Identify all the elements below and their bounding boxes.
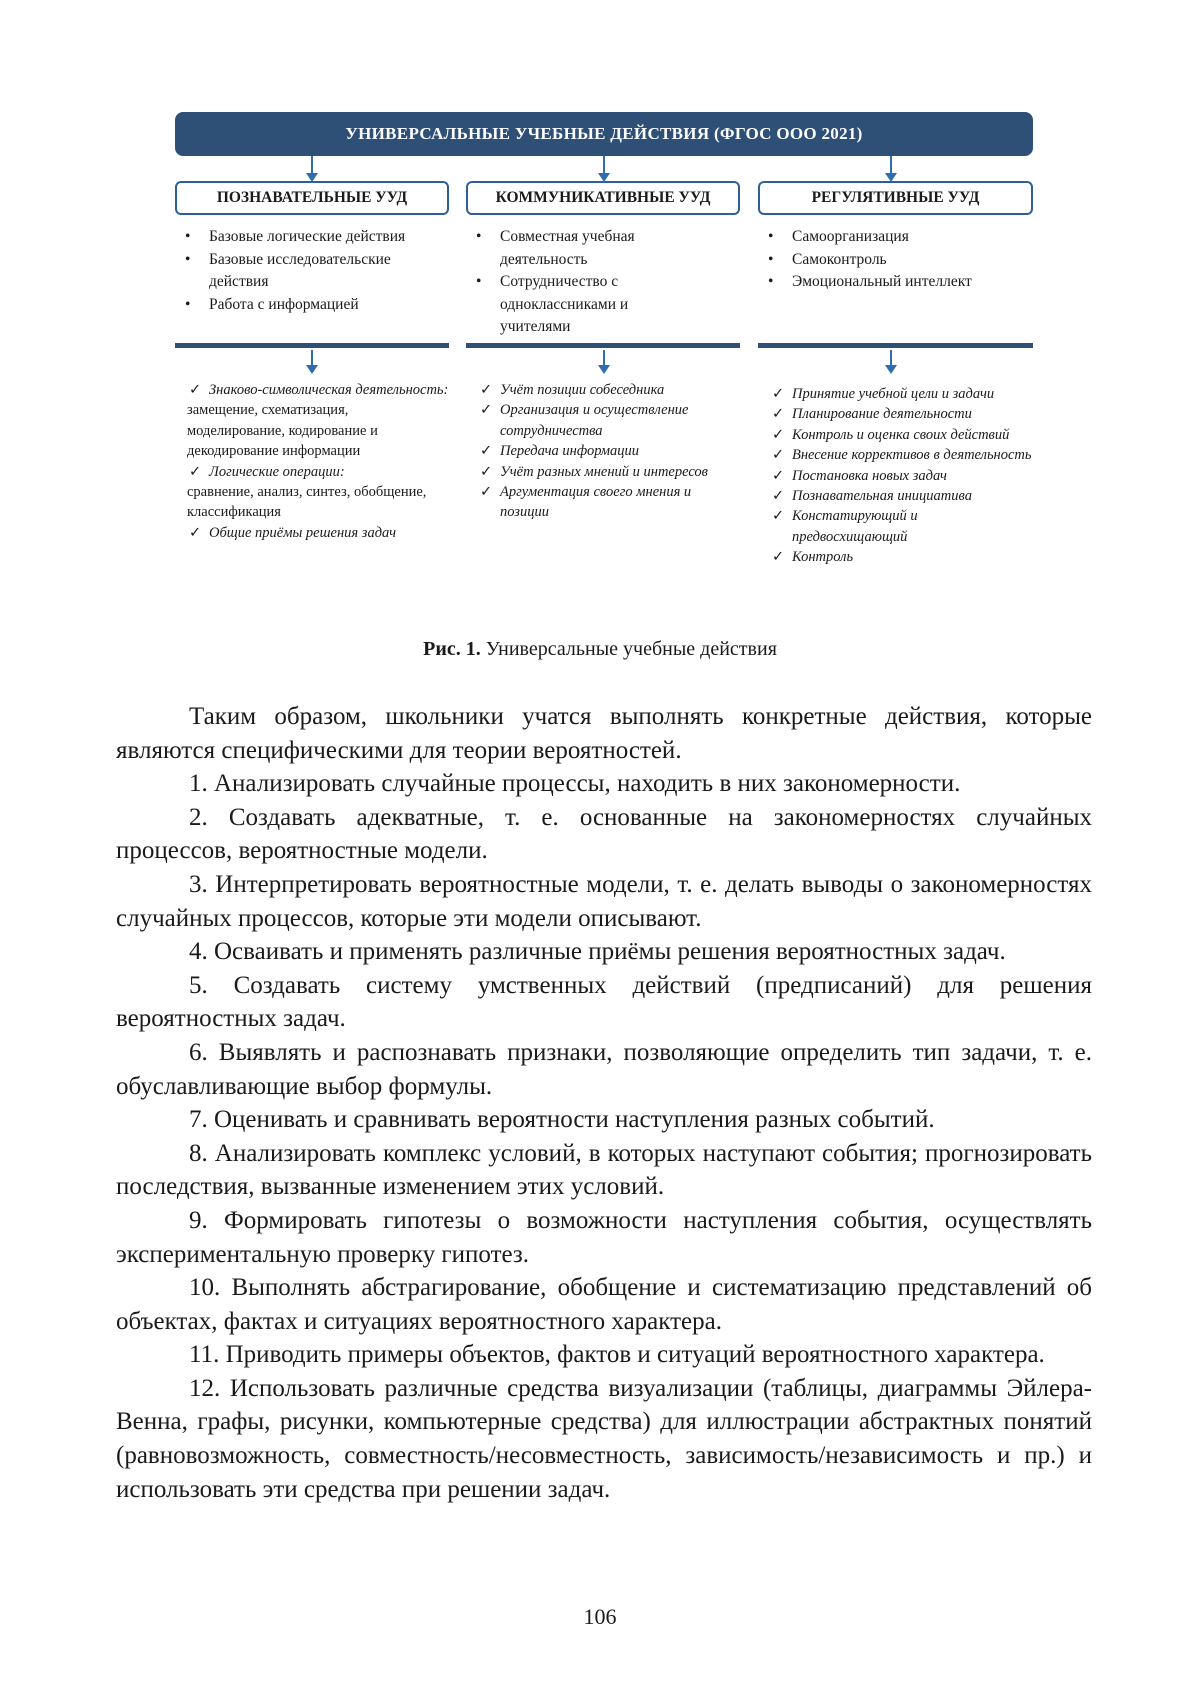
paragraph: 11. Приводить примеры объектов, фактов и ситуаций вероятностного характера. <box>189 1341 1045 1369</box>
paragraph: 4. Осваивать и применять различные приёмы решения вероятностных задач. <box>189 938 1006 966</box>
category-title: ПОЗНАВАТЕЛЬНЫЕ УУД <box>216 189 408 206</box>
check-item <box>478 380 740 400</box>
arrow-icon <box>311 156 313 180</box>
check-item <box>770 506 1032 547</box>
list-item: • Сотрудничество с одноклассниками и учителями <box>466 271 696 339</box>
paragraph: 1. Анализировать случайные процессы, находить в них закономерности. <box>189 770 961 798</box>
check-item-text: Принятие учебной цели и задачи <box>792 386 995 402</box>
list-item: • Самоорганизация <box>758 226 1033 249</box>
check-item-text: Учёт позиции собеседника <box>500 382 665 398</box>
arrow-icon <box>603 156 605 180</box>
caption-text: Универсальные учебные действия <box>480 638 777 660</box>
check-item-text: замещение, схематизация, моделирование, кодирование и декодирование информации <box>187 402 378 460</box>
category-title: КОММУНИКАТИВНЫЕ УУД <box>495 189 711 206</box>
check-icon: ✓ <box>772 508 785 525</box>
check-icon: ✓ <box>772 549 785 566</box>
check-icon: ✓ <box>480 484 493 501</box>
check-item-text: Познавательная инициатива <box>792 488 972 505</box>
check-item-text: Констатирующий и предвосхищающий <box>792 508 918 545</box>
check-item <box>478 441 740 461</box>
list-item: • Работа с информацией <box>175 294 453 317</box>
check-item <box>187 523 449 543</box>
figure-caption <box>0 638 1200 661</box>
paragraph: 8. Анализировать комплекс условий, в которых наступают события; прогнозировать последствия, вызванные изменением этих условий. <box>116 1139 1092 1201</box>
bullet-list-regulatory <box>758 226 1033 294</box>
list-item: • Самоконтроль <box>758 249 1033 272</box>
list-item: • Совместная учебная деятельность <box>466 226 696 271</box>
list-item: • Базовые исследовательские действия <box>175 249 453 294</box>
arrow-icon <box>890 350 892 372</box>
checklist-cognitive <box>187 380 449 543</box>
check-icon: ✓ <box>772 447 785 464</box>
check-icon: ✓ <box>189 524 202 541</box>
check-item-text: Постановка новых задач <box>792 467 947 484</box>
check-item <box>187 380 449 400</box>
check-item <box>770 384 1032 404</box>
check-icon: ✓ <box>480 443 493 460</box>
paragraph: 9. Формировать гипотезы о возможности наступления события, осуществлять экспериментальную проверку гипотез. <box>116 1206 1092 1268</box>
check-item-text: Организация и осуществление сотрудничества <box>500 402 689 439</box>
bullet-list-communicative <box>466 226 696 339</box>
check-icon: ✓ <box>480 382 493 398</box>
check-icon: ✓ <box>480 463 493 480</box>
check-item-text: Логические операции: <box>209 463 345 480</box>
checklist-regulatory <box>770 384 1032 568</box>
paragraph: 5. Создавать систему умственных действий (предписаний) для решения вероятностных задач. <box>116 971 1092 1033</box>
checklist-communicative <box>478 380 740 523</box>
paragraph: 3. Интерпретировать вероятностные модели, т. е. делать выводы о закономерностях случайных процессов, которые эти модели описывают. <box>116 870 1092 932</box>
check-item <box>478 462 740 482</box>
check-item-text: Передача информации <box>500 443 639 460</box>
paragraph: 12. Использовать различные средства визуализации (таблицы, диаграммы Эйлера-Венна, графы, рисунки, компьютерные средства) для иллюстрации абстрактных понятий (равновозможность, совместность/несовместность, зависимость/независимость и пр.) и использовать эти средства при решении задач. <box>116 1374 1092 1503</box>
paragraph: Таким образом, школьники учатся выполнять конкретные действия, которые являются специфическими для теории вероятностей. <box>116 703 1092 764</box>
category-title: РЕГУЛЯТИВНЫЕ УУД <box>811 189 980 206</box>
check-icon: ✓ <box>772 426 785 443</box>
check-icon: ✓ <box>772 406 785 423</box>
check-item-text: Аргументация своего мнения и позиции <box>500 484 692 521</box>
check-item <box>770 486 1032 506</box>
diagram-title: УНИВЕРСАЛЬНЫЕ УЧЕБНЫЕ ДЕЙСТВИЯ (ФГОС ООО 2021) <box>175 112 1033 156</box>
divider <box>466 343 740 348</box>
list-item: • Эмоциональный интеллект <box>758 271 1033 294</box>
check-item <box>187 462 449 482</box>
check-item <box>770 547 1032 567</box>
bullet-list-cognitive <box>175 226 453 316</box>
check-item <box>187 400 449 461</box>
check-item-text: Планирование деятельности <box>792 406 972 423</box>
check-item <box>770 445 1032 465</box>
check-item-text: Общие приёмы решения задач <box>209 524 396 541</box>
check-icon: ✓ <box>189 463 202 480</box>
check-item-text: Учёт разных мнений и интересов <box>500 463 708 480</box>
caption-label: Рис. 1. <box>423 638 481 660</box>
check-icon: ✓ <box>480 402 493 419</box>
paragraph: 6. Выявлять и распознавать признаки, позволяющие определить тип задачи, т. е. обуславливающие выбор формулы. <box>116 1038 1092 1100</box>
list-item: • Базовые логические действия <box>175 226 453 249</box>
category-box-regulatory <box>758 181 1033 215</box>
check-item-text: Внесение коррективов в деятельность <box>792 447 1032 464</box>
paragraph: 10. Выполнять абстрагирование, обобщение и систематизацию представлений об объектах, фактах и ситуациях вероятностного характера. <box>116 1274 1092 1335</box>
check-item <box>770 425 1032 445</box>
check-item-text: Контроль и оценка своих действий <box>792 426 1010 443</box>
check-item <box>770 404 1032 424</box>
check-icon: ✓ <box>772 488 785 505</box>
paragraph: 2. Создавать адекватные, т. е. основанные на закономерностях случайных процессов, вероятностные модели. <box>116 803 1092 865</box>
check-item <box>187 482 449 523</box>
check-item <box>770 466 1032 486</box>
paragraph: 7. Оценивать и сравнивать вероятности наступления разных событий. <box>189 1106 935 1134</box>
arrow-icon <box>603 350 605 372</box>
check-item-text: сравнение, анализ, синтез, обобщение, классификация <box>187 484 427 521</box>
check-item <box>478 482 740 523</box>
page-number: 106 <box>583 1604 617 1629</box>
arrow-icon <box>311 350 313 372</box>
check-icon: ✓ <box>189 382 202 398</box>
check-item-text: Знаково-символическая деятельность: <box>209 382 449 398</box>
check-icon: ✓ <box>772 386 785 402</box>
divider <box>175 343 449 348</box>
arrow-icon <box>890 156 892 180</box>
uud-diagram <box>0 0 1200 680</box>
category-box-communicative <box>466 181 740 215</box>
body-text <box>116 700 1092 1506</box>
category-box-cognitive <box>175 181 449 215</box>
check-item-text: Контроль <box>792 549 854 566</box>
check-icon: ✓ <box>772 467 785 484</box>
check-item <box>478 400 740 441</box>
divider <box>758 343 1033 348</box>
